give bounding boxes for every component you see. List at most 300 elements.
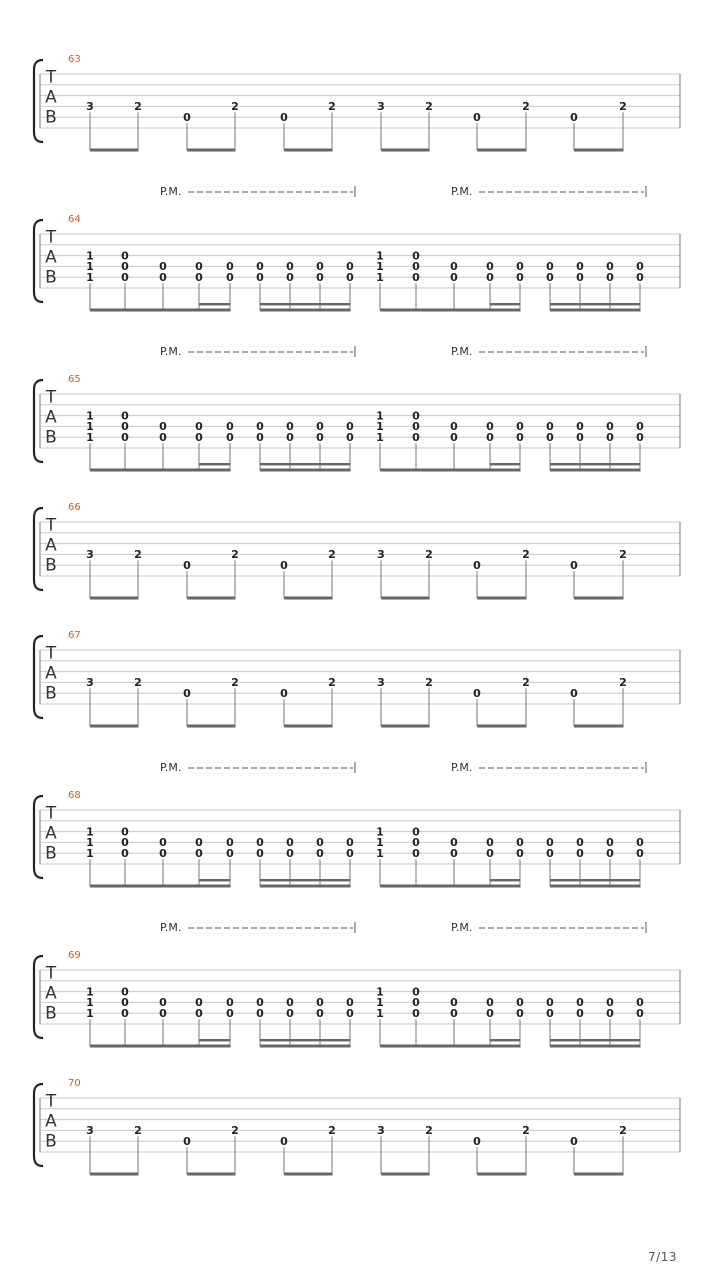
fret-number: 0 <box>516 836 524 850</box>
beam <box>380 885 420 888</box>
fret-number: 2 <box>231 1124 239 1138</box>
tab-clef-letter: T <box>45 227 57 248</box>
fret-number: 0 <box>286 260 294 274</box>
fret-number: 0 <box>121 1007 129 1020</box>
fret-number: 1 <box>86 985 94 999</box>
tab-clef-letter: A <box>45 983 57 1004</box>
fret-number: 0 <box>316 1007 324 1020</box>
fret-number: 2 <box>231 548 239 562</box>
fret-number: 0 <box>159 431 167 444</box>
fret-number: 0 <box>473 559 481 572</box>
fret-number: 0 <box>256 260 264 274</box>
system-bracket <box>34 220 43 302</box>
fret-number: 0 <box>286 431 294 444</box>
fret-number: 0 <box>570 559 578 572</box>
beam-secondary <box>550 463 641 465</box>
measure-number: 68 <box>68 790 81 801</box>
fret-number: 0 <box>546 420 554 434</box>
fret-number: 1 <box>86 260 94 274</box>
fret-number: 3 <box>86 100 94 114</box>
page-number: 7/13 <box>648 1250 677 1264</box>
system-bracket <box>34 380 43 462</box>
fret-number: 1 <box>86 996 94 1010</box>
fret-number: 2 <box>134 100 142 114</box>
fret-number: 0 <box>159 836 167 850</box>
beam <box>187 597 236 600</box>
beam <box>550 469 641 472</box>
fret-number: 1 <box>376 1007 384 1020</box>
fret-number: 0 <box>183 687 191 700</box>
beam <box>381 725 430 728</box>
fret-number: 0 <box>286 420 294 434</box>
beam <box>90 1173 139 1176</box>
fret-number: 0 <box>473 111 481 124</box>
fret-number: 0 <box>606 431 614 444</box>
fret-number: 0 <box>346 996 354 1010</box>
beam <box>163 309 231 312</box>
fret-number: 0 <box>636 1007 644 1020</box>
fret-number: 2 <box>619 676 627 690</box>
fret-number: 0 <box>195 847 203 860</box>
beam <box>284 597 333 600</box>
fret-number: 0 <box>576 431 584 444</box>
fret-number: 0 <box>636 420 644 434</box>
fret-number: 0 <box>346 271 354 284</box>
beam-secondary <box>199 463 231 465</box>
fret-number: 0 <box>183 559 191 572</box>
beam-secondary <box>550 879 641 881</box>
measure-number: 69 <box>68 950 81 961</box>
beam <box>90 469 130 472</box>
beam <box>454 1045 521 1048</box>
beam <box>454 885 521 888</box>
beam-secondary <box>199 879 231 881</box>
fret-number: 0 <box>606 271 614 284</box>
fret-number: 0 <box>546 431 554 444</box>
beam <box>125 885 165 888</box>
fret-number: 0 <box>121 836 129 850</box>
fret-number: 0 <box>412 1007 420 1020</box>
beam <box>416 885 456 888</box>
fret-number: 0 <box>412 271 420 284</box>
fret-number: 3 <box>86 676 94 690</box>
fret-number: 0 <box>195 836 203 850</box>
beam-secondary <box>490 879 521 881</box>
tab-system <box>34 630 680 728</box>
beam <box>284 1173 333 1176</box>
fret-number: 0 <box>286 996 294 1010</box>
fret-number: 0 <box>576 836 584 850</box>
beam <box>163 469 231 472</box>
palm-mute-label: P.M. <box>160 921 182 934</box>
fret-number: 0 <box>486 260 494 274</box>
fret-number: 0 <box>316 260 324 274</box>
fret-number: 2 <box>328 548 336 562</box>
tab-clef-letter: A <box>45 407 57 428</box>
fret-number: 1 <box>376 271 384 284</box>
beam <box>416 309 456 312</box>
beam-secondary <box>550 303 641 305</box>
fret-number: 2 <box>328 1124 336 1138</box>
fret-number: 0 <box>606 260 614 274</box>
fret-number: 0 <box>316 836 324 850</box>
fret-number: 0 <box>280 1135 288 1148</box>
fret-number: 1 <box>376 996 384 1010</box>
fret-number: 0 <box>226 847 234 860</box>
fret-number: 0 <box>121 996 129 1010</box>
tab-clef-letter: A <box>45 823 57 844</box>
fret-number: 1 <box>376 825 384 839</box>
beam <box>90 725 139 728</box>
fret-number: 0 <box>546 996 554 1010</box>
beam <box>574 597 624 600</box>
fret-number: 1 <box>376 985 384 999</box>
fret-number: 0 <box>286 271 294 284</box>
tab-system <box>34 921 680 1048</box>
fret-number: 0 <box>486 271 494 284</box>
measure-number: 64 <box>68 214 81 225</box>
fret-number: 2 <box>522 676 530 690</box>
fret-number: 0 <box>570 687 578 700</box>
palm-mute-label: P.M. <box>160 761 182 774</box>
fret-number: 0 <box>636 431 644 444</box>
fret-number: 1 <box>86 249 94 263</box>
fret-number: 0 <box>412 249 420 263</box>
beam <box>187 1173 236 1176</box>
tab-clef-letter: T <box>45 803 57 824</box>
fret-number: 2 <box>522 548 530 562</box>
tab-system <box>34 185 680 312</box>
fret-number: 0 <box>195 271 203 284</box>
beam <box>477 149 527 152</box>
fret-number: 1 <box>376 260 384 274</box>
fret-number: 2 <box>619 1124 627 1138</box>
fret-number: 3 <box>86 548 94 562</box>
fret-number: 0 <box>286 836 294 850</box>
fret-number: 0 <box>121 420 129 434</box>
fret-number: 0 <box>546 271 554 284</box>
fret-number: 0 <box>346 260 354 274</box>
palm-mute-label: P.M. <box>451 921 473 934</box>
measure-number: 66 <box>68 502 81 513</box>
fret-number: 1 <box>86 431 94 444</box>
tab-clef-letter: T <box>45 643 57 664</box>
beam-secondary <box>260 463 351 465</box>
fret-number: 0 <box>256 847 264 860</box>
fret-number: 1 <box>86 825 94 839</box>
fret-number: 0 <box>346 420 354 434</box>
fret-number: 0 <box>286 847 294 860</box>
beam <box>381 597 430 600</box>
beam-secondary <box>260 879 351 881</box>
tab-system <box>34 502 680 600</box>
system-bracket <box>34 636 43 718</box>
fret-number: 2 <box>522 100 530 114</box>
fret-number: 0 <box>121 260 129 274</box>
fret-number: 1 <box>376 847 384 860</box>
tab-clef-letter: B <box>45 555 57 576</box>
fret-number: 0 <box>450 431 458 444</box>
fret-number: 0 <box>412 985 420 999</box>
fret-number: 0 <box>486 431 494 444</box>
fret-number: 1 <box>86 847 94 860</box>
fret-number: 0 <box>226 260 234 274</box>
measure-number: 70 <box>68 1078 81 1089</box>
fret-number: 0 <box>121 409 129 423</box>
fret-number: 0 <box>256 1007 264 1020</box>
fret-number: 0 <box>570 1135 578 1148</box>
fret-number: 0 <box>195 1007 203 1020</box>
fret-number: 2 <box>619 548 627 562</box>
beam <box>477 1173 527 1176</box>
fret-number: 0 <box>412 260 420 274</box>
fret-number: 0 <box>450 271 458 284</box>
beam <box>90 309 130 312</box>
tab-clef-letter: T <box>45 963 57 984</box>
fret-number: 0 <box>576 260 584 274</box>
beam-secondary <box>490 1039 521 1041</box>
fret-number: 1 <box>376 249 384 263</box>
beam <box>90 597 139 600</box>
beam <box>574 1173 624 1176</box>
beam <box>477 597 527 600</box>
fret-number: 2 <box>231 100 239 114</box>
fret-number: 0 <box>226 836 234 850</box>
beam-secondary <box>260 1039 351 1041</box>
tab-clef-letter: B <box>45 107 57 128</box>
beam <box>574 725 624 728</box>
tab-clef-letter: A <box>45 535 57 556</box>
fret-number: 2 <box>134 1124 142 1138</box>
fret-number: 0 <box>486 836 494 850</box>
fret-number: 3 <box>377 548 385 562</box>
system-bracket <box>34 60 43 142</box>
beam <box>284 149 333 152</box>
beam <box>260 309 351 312</box>
fret-number: 0 <box>226 420 234 434</box>
beam <box>125 309 165 312</box>
beam <box>163 1045 231 1048</box>
fret-number: 0 <box>183 1135 191 1148</box>
fret-number: 1 <box>376 431 384 444</box>
tab-clef-letter: B <box>45 1131 57 1152</box>
fret-number: 0 <box>121 825 129 839</box>
fret-number: 0 <box>346 847 354 860</box>
fret-number: 3 <box>377 1124 385 1138</box>
fret-number: 2 <box>328 676 336 690</box>
fret-number: 0 <box>606 847 614 860</box>
palm-mute-label: P.M. <box>451 761 473 774</box>
fret-number: 2 <box>619 100 627 114</box>
beam <box>90 149 139 152</box>
tab-clef-letter: A <box>45 1111 57 1132</box>
fret-number: 0 <box>256 271 264 284</box>
fret-number: 0 <box>316 420 324 434</box>
beam <box>550 885 641 888</box>
beam <box>260 885 351 888</box>
fret-number: 0 <box>516 1007 524 1020</box>
fret-number: 3 <box>377 100 385 114</box>
fret-number: 0 <box>516 260 524 274</box>
tab-system <box>34 54 680 152</box>
fret-number: 2 <box>134 548 142 562</box>
fret-number: 1 <box>86 409 94 423</box>
fret-number: 0 <box>450 260 458 274</box>
beam <box>90 885 130 888</box>
fret-number: 2 <box>231 676 239 690</box>
fret-number: 0 <box>606 836 614 850</box>
fret-number: 0 <box>516 431 524 444</box>
tab-clef-letter: T <box>45 387 57 408</box>
fret-number: 0 <box>576 996 584 1010</box>
fret-number: 0 <box>412 409 420 423</box>
fret-number: 0 <box>576 420 584 434</box>
fret-number: 0 <box>412 996 420 1010</box>
fret-number: 0 <box>256 431 264 444</box>
fret-number: 0 <box>606 420 614 434</box>
fret-number: 0 <box>316 847 324 860</box>
fret-number: 0 <box>606 1007 614 1020</box>
fret-number: 0 <box>450 996 458 1010</box>
beam <box>260 469 351 472</box>
fret-number: 0 <box>486 1007 494 1020</box>
fret-number: 0 <box>256 836 264 850</box>
system-bracket <box>34 796 43 878</box>
fret-number: 0 <box>316 431 324 444</box>
fret-number: 0 <box>121 847 129 860</box>
beam <box>416 1045 456 1048</box>
beam-secondary <box>199 303 231 305</box>
beam <box>380 309 420 312</box>
beam <box>125 469 165 472</box>
tab-clef-letter: B <box>45 843 57 864</box>
beam-secondary <box>490 303 521 305</box>
fret-number: 0 <box>450 1007 458 1020</box>
fret-number: 0 <box>183 111 191 124</box>
fret-number: 0 <box>280 111 288 124</box>
fret-number: 0 <box>316 271 324 284</box>
fret-number: 0 <box>486 420 494 434</box>
system-bracket <box>34 956 43 1038</box>
fret-number: 0 <box>159 1007 167 1020</box>
fret-number: 2 <box>522 1124 530 1138</box>
tab-system <box>34 1078 680 1176</box>
beam <box>454 469 521 472</box>
beam-secondary <box>199 1039 231 1041</box>
fret-number: 1 <box>86 1007 94 1020</box>
fret-number: 0 <box>570 111 578 124</box>
fret-number: 0 <box>316 996 324 1010</box>
fret-number: 0 <box>516 420 524 434</box>
tab-clef-letter: B <box>45 427 57 448</box>
beam <box>125 1045 165 1048</box>
fret-number: 0 <box>159 271 167 284</box>
fret-number: 0 <box>412 420 420 434</box>
palm-mute-label: P.M. <box>451 345 473 358</box>
fret-number: 0 <box>486 847 494 860</box>
fret-number: 0 <box>636 847 644 860</box>
fret-number: 0 <box>486 996 494 1010</box>
fret-number: 0 <box>546 260 554 274</box>
palm-mute-label: P.M. <box>160 185 182 198</box>
fret-number: 0 <box>346 836 354 850</box>
fret-number: 1 <box>376 409 384 423</box>
fret-number: 0 <box>121 985 129 999</box>
fret-number: 0 <box>412 825 420 839</box>
beam <box>381 1173 430 1176</box>
fret-number: 0 <box>346 431 354 444</box>
palm-mute-label: P.M. <box>160 345 182 358</box>
fret-number: 3 <box>86 1124 94 1138</box>
beam <box>90 1045 130 1048</box>
beam-secondary <box>260 303 351 305</box>
fret-number: 0 <box>546 847 554 860</box>
fret-number: 1 <box>86 836 94 850</box>
beam-secondary <box>490 463 521 465</box>
fret-number: 0 <box>516 847 524 860</box>
fret-number: 0 <box>450 847 458 860</box>
fret-number: 0 <box>412 431 420 444</box>
fret-number: 1 <box>376 420 384 434</box>
fret-number: 0 <box>576 1007 584 1020</box>
fret-number: 0 <box>121 271 129 284</box>
fret-number: 0 <box>256 996 264 1010</box>
fret-number: 3 <box>377 676 385 690</box>
fret-number: 0 <box>195 420 203 434</box>
fret-number: 0 <box>576 271 584 284</box>
fret-number: 2 <box>134 676 142 690</box>
tab-clef-letter: A <box>45 247 57 268</box>
fret-number: 0 <box>256 420 264 434</box>
fret-number: 0 <box>226 431 234 444</box>
fret-number: 0 <box>346 1007 354 1020</box>
fret-number: 2 <box>425 676 433 690</box>
beam <box>187 149 236 152</box>
fret-number: 0 <box>516 996 524 1010</box>
fret-number: 0 <box>226 271 234 284</box>
tab-system <box>34 761 680 888</box>
fret-number: 0 <box>636 271 644 284</box>
beam <box>550 309 641 312</box>
fret-number: 0 <box>636 260 644 274</box>
beam <box>380 1045 420 1048</box>
fret-number: 1 <box>376 836 384 850</box>
fret-number: 0 <box>450 420 458 434</box>
palm-mute-label: P.M. <box>451 185 473 198</box>
fret-number: 2 <box>425 1124 433 1138</box>
fret-number: 0 <box>280 559 288 572</box>
fret-number: 0 <box>280 687 288 700</box>
tab-clef-letter: T <box>45 515 57 536</box>
measure-number: 63 <box>68 54 81 65</box>
fret-number: 0 <box>473 1135 481 1148</box>
fret-number: 0 <box>195 260 203 274</box>
beam <box>260 1045 351 1048</box>
beam <box>574 149 624 152</box>
tab-clef-letter: B <box>45 267 57 288</box>
beam <box>550 1045 641 1048</box>
fret-number: 1 <box>86 271 94 284</box>
fret-number: 2 <box>328 100 336 114</box>
beam <box>380 469 420 472</box>
beam <box>163 885 231 888</box>
beam <box>284 725 333 728</box>
beam <box>454 309 521 312</box>
fret-number: 0 <box>195 996 203 1010</box>
fret-number: 0 <box>450 836 458 850</box>
fret-number: 0 <box>516 271 524 284</box>
fret-number: 0 <box>412 836 420 850</box>
